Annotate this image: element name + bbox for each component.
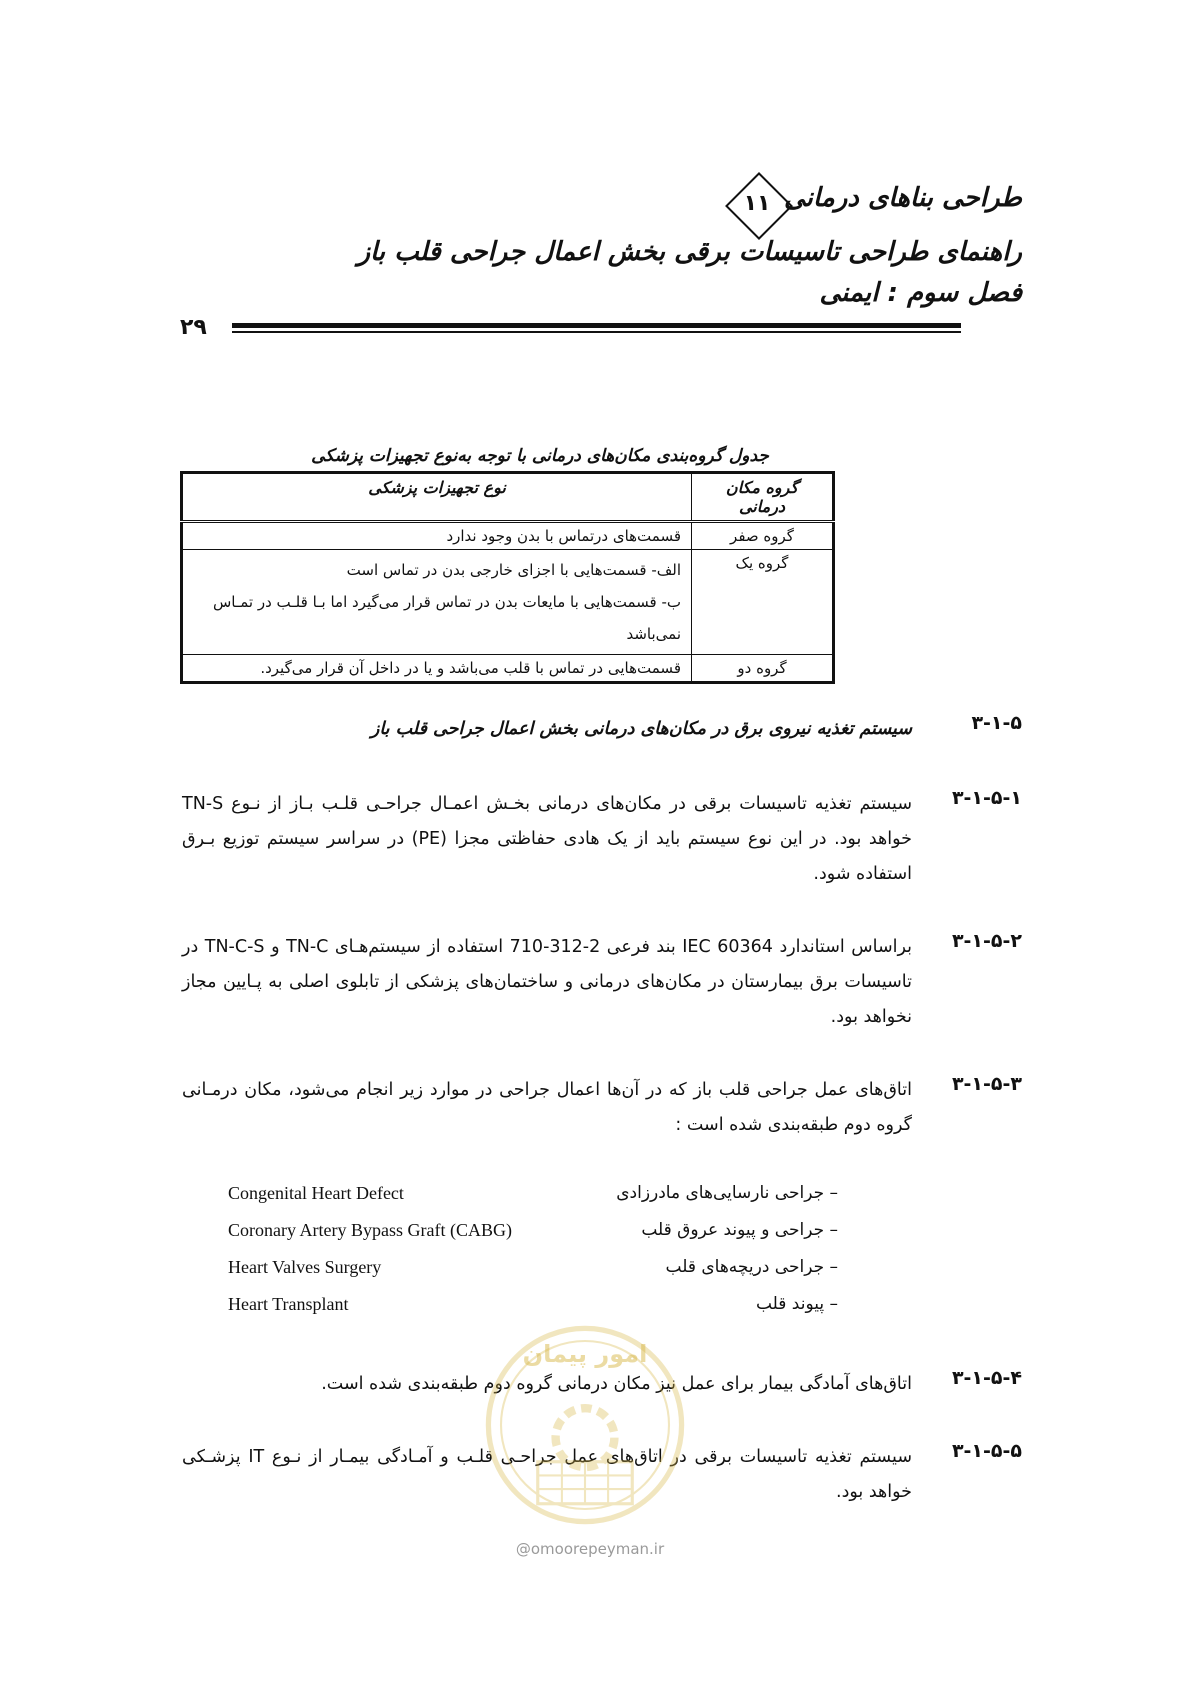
- list-item-en: Heart Valves Surgery: [228, 1257, 382, 1277]
- paragraph-text: سیستم تغذیه تاسیسات برقی در اتاق‌های عمل جراحـی قلـب و آمـادگی بیمـار از نـوع IT پزشـکی خواهد بود.: [182, 1447, 912, 1502]
- section-title: سیستم تغذیه نیروی برق در مکان‌های درمانی بخش اعمال جراحی قلب باز: [370, 719, 912, 739]
- paragraph-number: ۳-۱-۵-۲: [951, 930, 1022, 952]
- col-header-equipment: نوع تجهیزات پزشکی: [182, 473, 692, 522]
- chapter-title: فصل سوم : ایمنی: [819, 278, 1022, 308]
- table-row: [182, 550, 834, 655]
- equipment-cell: [182, 655, 692, 683]
- table-row: [182, 655, 834, 683]
- paragraph-number: ۳-۱-۵-۴: [951, 1367, 1022, 1389]
- watermark-text: @omoorepeyman.ir: [515, 1540, 665, 1558]
- page-number: ۲۹: [180, 315, 207, 340]
- equipment-line: الف- قسمت‌هایی با اجزای خارجی بدن در تماس است: [346, 561, 681, 579]
- surgery-list: [228, 1183, 838, 1331]
- paragraph-text: براساس استاندارد IEC 60364 بند فرعی 2-312-710 استفاده از سیستم‌هـای TN-C و TN-C-S در تاسیسات برق بیمارستان در مکان‌های درمانی و ساختمان‌های پزشکی از تابلوی اصلی به پـایین مجاز نخواهد بود.: [182, 937, 913, 1027]
- section-number: ۳-۱-۵: [971, 712, 1022, 734]
- group-cell: گروه یک: [692, 550, 834, 655]
- table-caption: جدول گروه‌بندی مکان‌های درمانی با توجه به‌نوع تجهیزات پزشکی: [311, 446, 769, 466]
- equipment-line: ب- قسمت‌هایی با مایعات بدن در تماس قرار می‌گیرد اما بـا قلـب در تمـاس نمی‌باشد: [212, 593, 681, 643]
- paragraph-text: اتاق‌های عمل جراحی قلب باز که در آن‌ها اعمال جراحی در موارد زیر انجام می‌شود، مکان درمـانی گروه دوم طبقه‌بندی شده است :: [182, 1080, 912, 1135]
- list-item-en: Coronary Artery Bypass Graft (CABG): [228, 1220, 512, 1240]
- list-item-fa: – جراحی دریچه‌های قلب: [665, 1257, 838, 1277]
- group-cell: گروه صفر: [692, 522, 834, 550]
- paragraph: [182, 787, 1022, 892]
- paragraph: [182, 1073, 1022, 1143]
- series-title: طراحی بناهای درمانی: [784, 183, 1022, 213]
- list-item-fa: – جراحی نارسایی‌های مادرزادی: [616, 1183, 838, 1203]
- list-item: [228, 1257, 838, 1294]
- paragraph-text: سیستم تغذیه تاسیسات برقی در مکان‌های درمانی بخـش اعمـال جراحـی قلـب بـاز از نـوع TN-S خواهد بود. در این نوع سیستم باید از یک هادی حفاظتی مجزا (PE) در سراسر سیستم توزیع بـرق استفاده شود.: [182, 794, 912, 884]
- equipment-group-table: [180, 471, 835, 684]
- list-item: [228, 1220, 838, 1257]
- paragraph-number: ۳-۱-۵-۱: [951, 787, 1022, 809]
- equipment-cell: [182, 550, 692, 655]
- series-number: ۱۱: [743, 191, 771, 216]
- col-header-group: گروه مکان درمانی: [692, 473, 834, 522]
- watermark-logo-text: امور پیمان: [522, 1340, 648, 1368]
- equipment-line: قسمت‌هایی در تماس با قلب می‌باشد و یا در داخل آن قرار می‌گیرد.: [260, 659, 681, 677]
- header-rule-thin: [232, 331, 961, 333]
- table-row: [182, 522, 834, 550]
- paragraph-number: ۳-۱-۵-۳: [951, 1073, 1022, 1095]
- list-item-fa: – جراحی و پیوند عروق قلب: [641, 1220, 838, 1240]
- list-item-en: Congenital Heart Defect: [228, 1183, 404, 1203]
- list-item-fa: – پیوند قلب: [755, 1294, 838, 1314]
- group-cell: گروه دو: [692, 655, 834, 683]
- list-item: [228, 1183, 838, 1220]
- list-item-en: Heart Transplant: [228, 1294, 349, 1314]
- table-header-row: [182, 473, 834, 522]
- header-rule: [232, 323, 961, 328]
- section-heading: [182, 712, 1022, 747]
- paragraph-text: اتاق‌های آمادگی بیمار برای عمل نیز مکان درمانی گروه دوم طبقه‌بندی شده است.: [321, 1374, 912, 1394]
- equipment-cell: [182, 522, 692, 550]
- paragraph: [182, 930, 1022, 1035]
- guide-title: راهنمای طراحی تاسیسات برقی بخش اعمال جراحی قلب باز: [357, 237, 1022, 267]
- paragraph-number: ۳-۱-۵-۵: [951, 1440, 1022, 1462]
- equipment-line: قسمت‌های درتماس با بدن وجود ندارد: [446, 527, 681, 545]
